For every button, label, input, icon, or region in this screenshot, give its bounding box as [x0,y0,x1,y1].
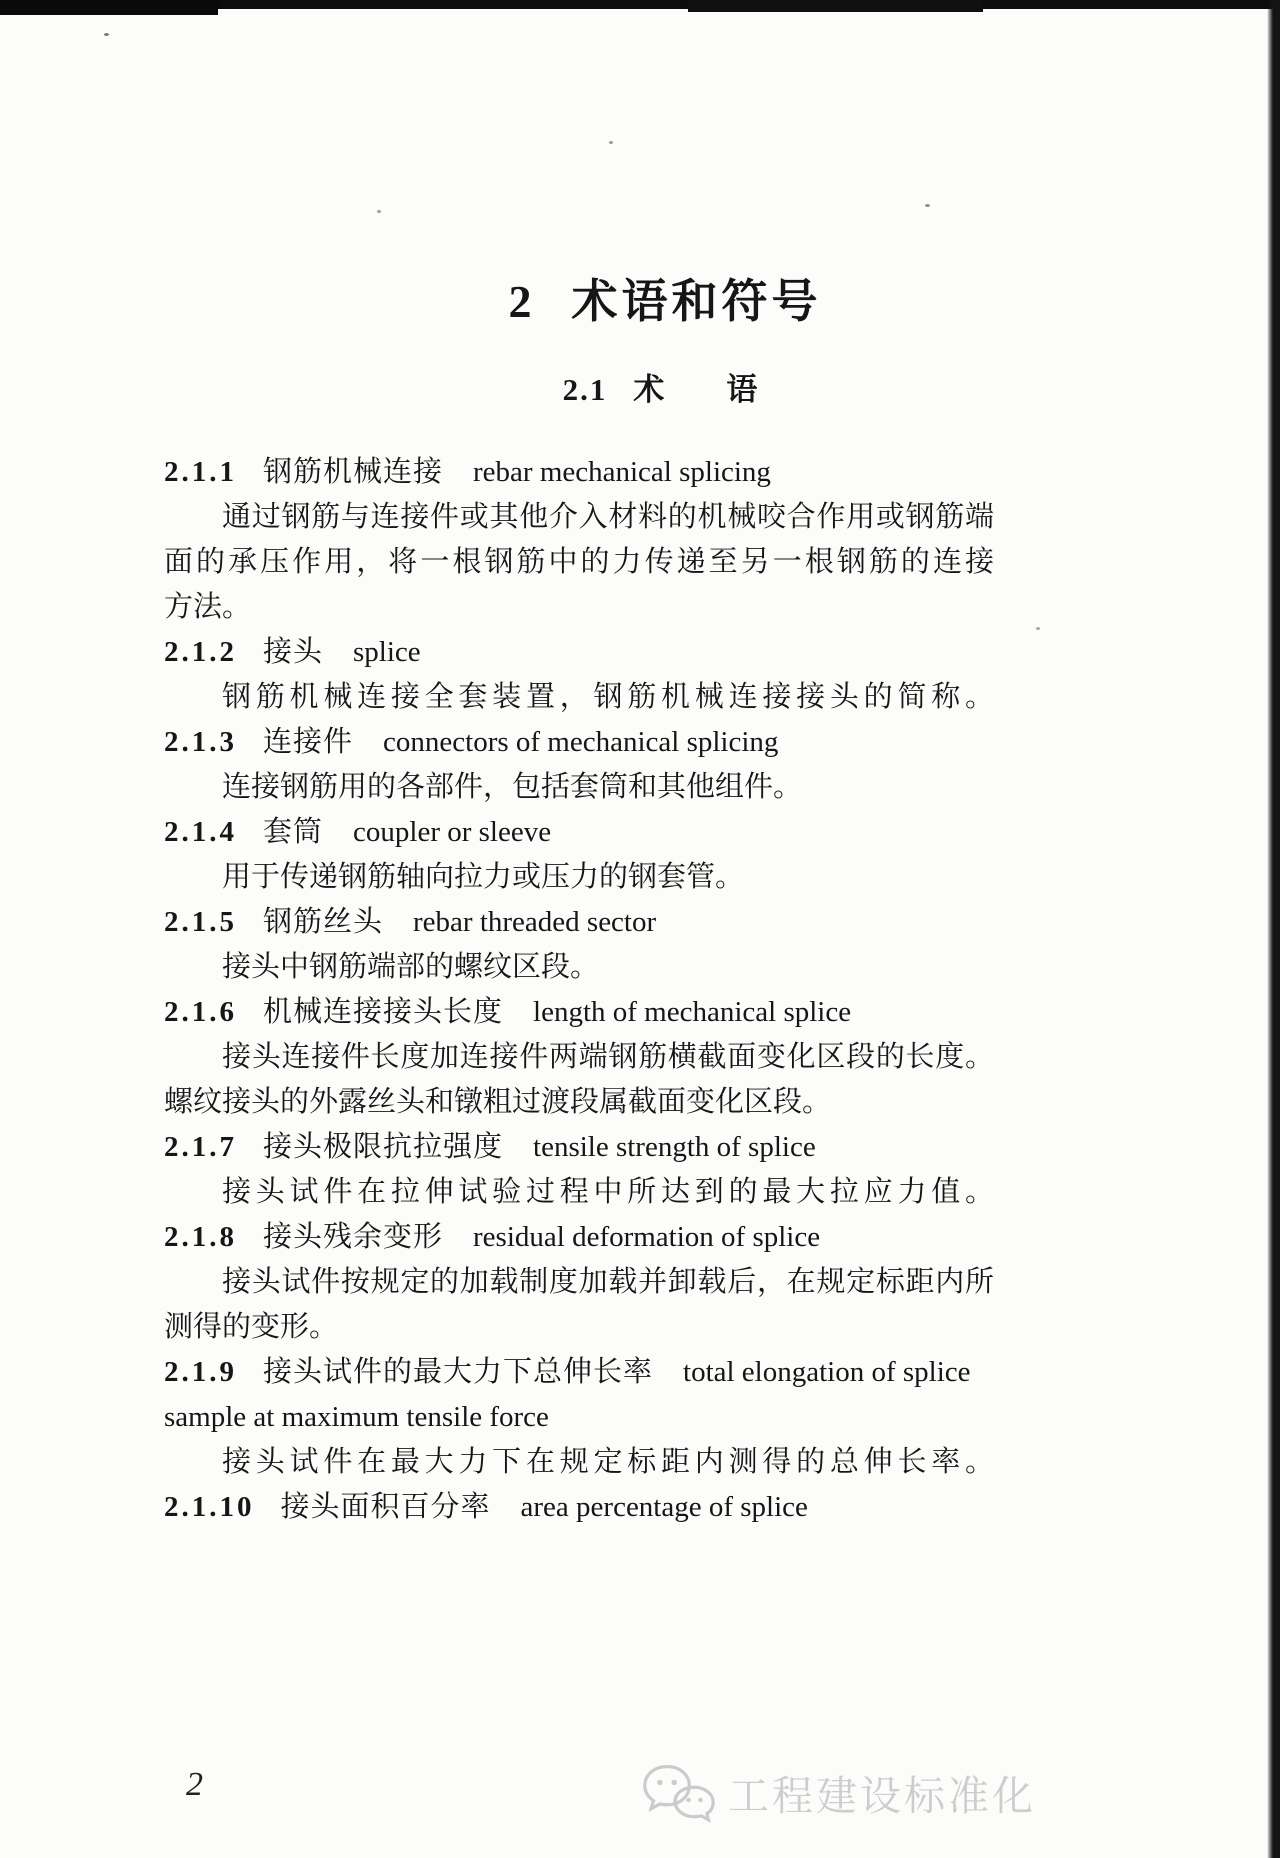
term-line [164,450,994,495]
definition-line: 接头试件在最大力下在规定标距内测得的总伸长率。 [222,1446,994,1478]
term-number: 2.1.3 [164,726,237,758]
term-zh: 接头 [263,636,324,668]
terms-list [164,450,994,1530]
term-number: 2.1.7 [164,1131,237,1163]
chat-bubbles-icon [640,1760,718,1824]
term-line [164,720,994,765]
term-number: 2.1.6 [164,996,237,1028]
term-item [164,1215,994,1350]
section-heading [164,370,994,410]
term-number: 2.1.9 [164,1356,237,1388]
term-line [164,1125,994,1170]
term-definition [164,765,994,810]
term-line [164,1350,994,1395]
term-item [164,990,994,1125]
watermark [640,1760,1036,1824]
term-definition [164,945,994,990]
definition-line: 接头试件在拉伸试验过程中所达到的最大拉应力值。 [222,1176,994,1208]
term-line [164,1485,994,1530]
term-definition [164,675,994,720]
term-en: rebar mechanical splicing [473,456,771,488]
term-zh: 连接件 [263,726,354,758]
term-en: rebar threaded sector [413,906,657,938]
section-title: 术 语 [633,372,758,407]
definition-line: 用于传递钢筋轴向拉力或压力的钢套管。 [222,861,745,893]
term-zh: 机械连接接头长度 [263,996,504,1028]
term-number: 2.1.5 [164,906,237,938]
term-definition [164,1035,994,1125]
scan-speck [104,33,109,36]
term-line [164,630,994,675]
definition-line: 通过钢筋与连接件或其他介入材料的机械咬合作用或钢筋端 [222,501,994,533]
definition-line: 螺纹接头的外露丝头和镦粗过渡段属截面变化区段。 [164,1086,832,1118]
chapter-title: 术语和符号 [571,276,822,327]
term-number: 2.1.4 [164,816,237,848]
term-line [164,990,994,1035]
term-definition [164,1170,994,1215]
term-zh: 套筒 [263,816,324,848]
section-number: 2.1 [562,372,608,407]
page-number: 2 [186,1766,203,1803]
term-en: tensile strength of splice [533,1131,816,1163]
term-zh: 接头面积百分率 [280,1491,491,1523]
term-item [164,630,994,720]
term-number: 2.1.1 [164,456,237,488]
term-item [164,720,994,810]
definition-line: 接头中钢筋端部的螺纹区段。 [222,951,600,983]
term-definition [164,1260,994,1350]
term-en: total elongation of splice [683,1356,971,1388]
term-zh: 钢筋机械连接 [263,456,444,488]
term-number: 2.1.2 [164,636,237,668]
term-en: area percentage of splice [520,1491,808,1523]
term-en: coupler or sleeve [353,816,552,848]
chapter-heading [164,272,994,332]
term-en: length of mechanical splice [533,996,852,1028]
term-definition [164,1440,994,1485]
term-definition [164,855,994,900]
definition-line: 连接钢筋用的各部件，包括套筒和其他组件。 [222,771,803,803]
scan-artifact-right-edge [1267,0,1280,1858]
term-line [164,1215,994,1260]
term-line [164,810,994,855]
definition-line: 面的承压作用，将一根钢筋中的力传递至另一根钢筋的连接 [164,546,994,578]
term-en: connectors of mechanical splicing [383,726,779,758]
term-definition [164,495,994,630]
term-en-continuation: sample at maximum tensile force [164,1401,549,1433]
term-item [164,1350,994,1485]
term-number: 2.1.8 [164,1221,237,1253]
term-item [164,1125,994,1215]
term-item [164,810,994,900]
term-item [164,1485,994,1530]
scan-speck [1036,627,1040,630]
term-line [164,900,994,945]
term-zh: 钢筋丝头 [263,906,384,938]
chapter-number: 2 [508,276,532,327]
term-en: splice [353,636,421,668]
term-zh: 接头试件的最大力下总伸长率 [263,1356,654,1388]
term-item [164,900,994,990]
definition-line: 接头连接件长度加连接件两端钢筋横截面变化区段的长度。 [222,1041,994,1073]
definition-line: 方法。 [164,591,252,623]
term-item [164,450,994,630]
term-zh: 接头残余变形 [263,1221,444,1253]
page-content [164,0,994,1530]
term-zh: 接头极限抗拉强度 [263,1131,504,1163]
definition-line: 接头试件按规定的加载制度加载并卸载后，在规定标距内所 [222,1266,994,1298]
term-en: residual deformation of splice [473,1221,821,1253]
definition-line: 钢筋机械连接全套装置，钢筋机械连接接头的简称。 [222,681,994,713]
term-number: 2.1.10 [164,1491,255,1523]
watermark-text: 工程建设标准化 [728,1772,1036,1819]
definition-line: 测得的变形。 [164,1311,339,1343]
